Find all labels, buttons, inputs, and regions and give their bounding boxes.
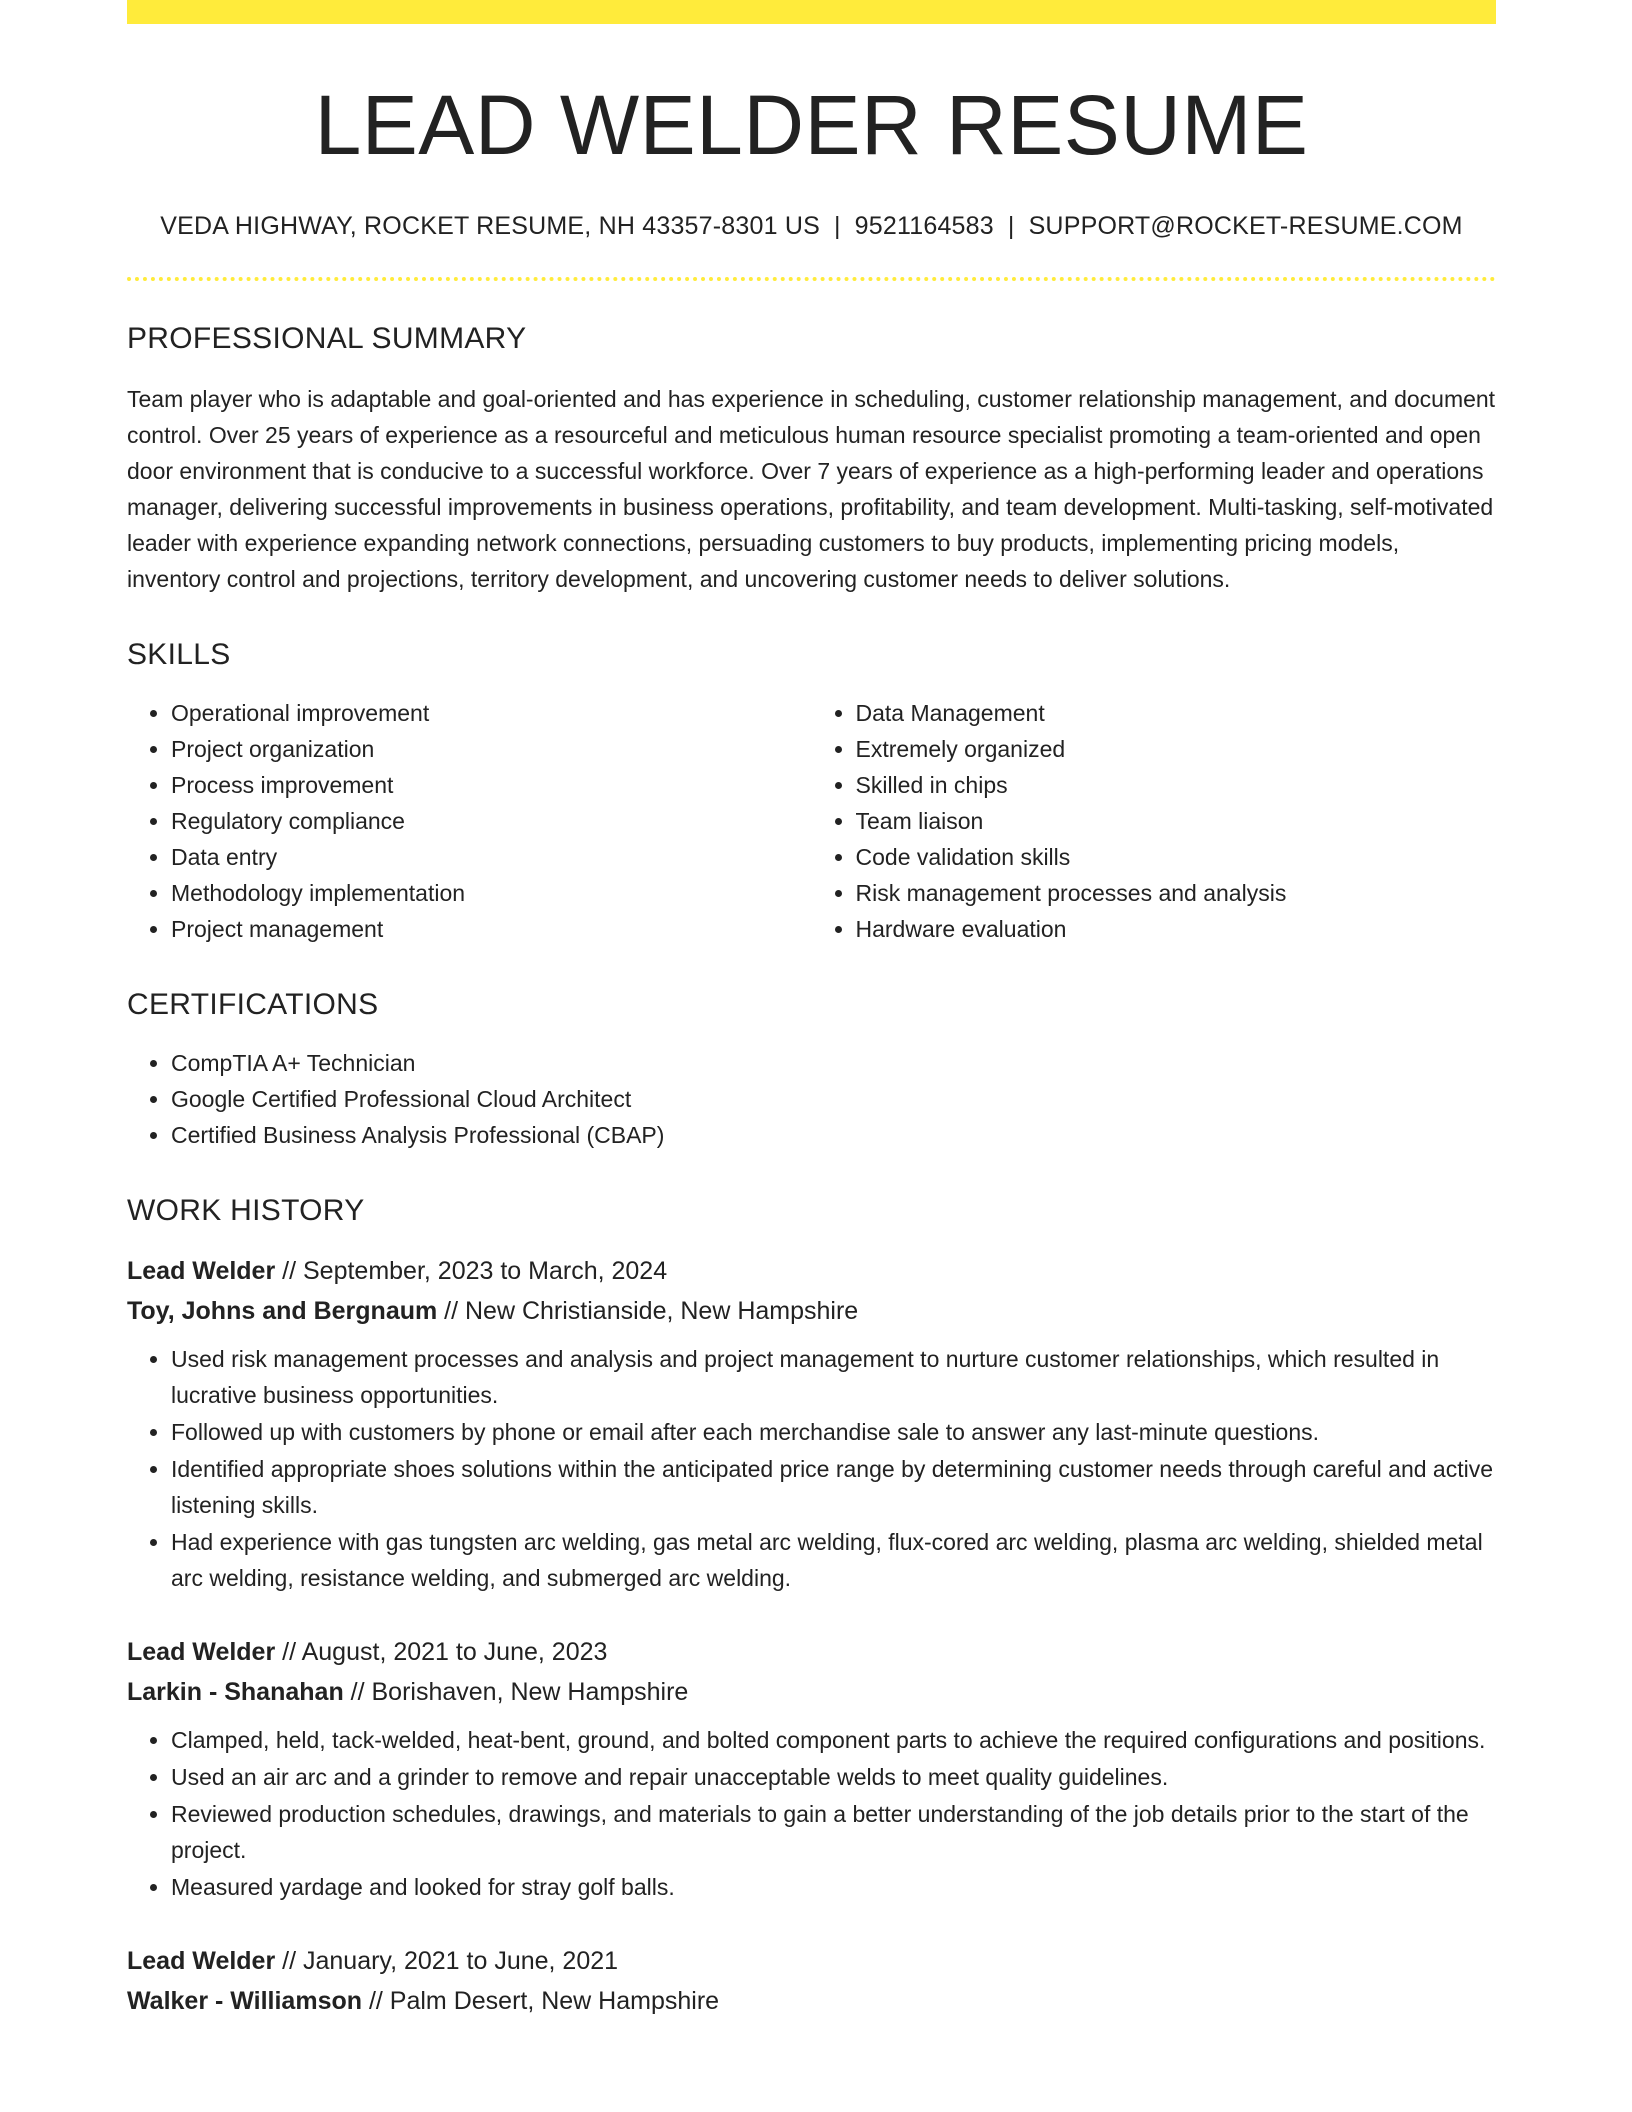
job-role: Lead Welder xyxy=(127,1637,276,1666)
job-entry xyxy=(127,1941,1496,2021)
certifications-heading: CERTIFICATIONS xyxy=(127,987,379,1021)
contact-separator: | xyxy=(1007,212,1015,240)
job-dates: // August, 2021 to June, 2023 xyxy=(275,1637,608,1666)
skill-item: • Hardware evaluation xyxy=(856,911,1497,947)
certification-item: • CompTIA A+ Technician xyxy=(171,1045,1496,1081)
job-bullet: • Had experience with gas tungsten arc welding, gas metal arc welding, flux-cored arc welding, plasma arc welding, shielded metal arc welding, resistance welding, and submerged arc welding. xyxy=(171,1524,1496,1596)
contact-email: SUPPORT@ROCKET-RESUME.COM xyxy=(1028,212,1463,240)
certifications-list xyxy=(127,1045,1496,1153)
job-bullet: • Used risk management processes and analysis and project management to nurture customer relationships, which resulted in lucrative business opportunities. xyxy=(171,1341,1496,1413)
job-bullet: • Used an air arc and a grinder to remove and repair unacceptable welds to meet quality guidelines. xyxy=(171,1759,1496,1795)
job-title-line xyxy=(127,1632,1496,1672)
job-bullet: • Followed up with customers by phone or email after each merchandise sale to answer any last-minute questions. xyxy=(171,1414,1496,1450)
skills-heading: SKILLS xyxy=(127,637,231,671)
resume-title: LEAD WELDER RESUME xyxy=(314,78,1309,172)
skill-item: • Team liaison xyxy=(856,803,1497,839)
job-role: Lead Welder xyxy=(127,1946,276,1975)
resume-page xyxy=(127,0,1496,2021)
skills-list-right xyxy=(812,695,1497,947)
job-dates: // January, 2021 to June, 2021 xyxy=(275,1946,619,1975)
skills-columns xyxy=(127,695,1496,947)
job-bullets xyxy=(127,1722,1496,1905)
skill-item: • Regulatory compliance xyxy=(171,803,812,839)
job-bullet: • Identified appropriate shoes solutions within the anticipated price range by determining customer needs through careful and active listening skills. xyxy=(171,1451,1496,1523)
job-role: Lead Welder xyxy=(127,1256,276,1285)
job-title-line xyxy=(127,1941,1496,1981)
contact-line xyxy=(127,213,1496,241)
job-entry xyxy=(127,1632,1496,1905)
job-company: Larkin - Shanahan xyxy=(127,1677,344,1706)
skills-list-left xyxy=(127,695,812,947)
contact-phone: 9521164583 xyxy=(854,212,994,240)
job-dates: // September, 2023 to March, 2024 xyxy=(275,1256,668,1285)
job-title-line xyxy=(127,1251,1496,1291)
job-location: // Palm Desert, New Hampshire xyxy=(362,1986,720,2015)
work-history-heading: WORK HISTORY xyxy=(127,1193,365,1227)
skill-item: • Extremely organized xyxy=(856,731,1497,767)
job-company: Walker - Williamson xyxy=(127,1986,363,2015)
skill-item: • Skilled in chips xyxy=(856,767,1497,803)
job-company: Toy, Johns and Bergnaum xyxy=(127,1296,438,1325)
skill-item: • Operational improvement xyxy=(171,695,812,731)
skill-item: • Code validation skills xyxy=(856,839,1497,875)
job-company-line xyxy=(127,1291,1496,1331)
job-location: // New Christianside, New Hampshire xyxy=(437,1296,859,1325)
job-company-line xyxy=(127,1981,1496,2021)
certification-item: • Google Certified Professional Cloud Architect xyxy=(171,1081,1496,1117)
skill-item: • Process improvement xyxy=(171,767,812,803)
skill-item: • Data Management xyxy=(856,695,1497,731)
summary-heading: PROFESSIONAL SUMMARY xyxy=(127,321,527,355)
contact-address: VEDA HIGHWAY, ROCKET RESUME, NH 43357-8301 US xyxy=(160,212,820,240)
skill-item: • Project organization xyxy=(171,731,812,767)
contact-separator: | xyxy=(833,212,841,240)
certification-item: • Certified Business Analysis Professional (CBAP) xyxy=(171,1117,1496,1153)
dotted-divider xyxy=(127,277,1496,281)
skill-item: • Data entry xyxy=(171,839,812,875)
skill-item: • Methodology implementation xyxy=(171,875,812,911)
job-company-line xyxy=(127,1672,1496,1712)
accent-top-bar xyxy=(127,0,1496,24)
job-location: // Borishaven, New Hampshire xyxy=(343,1677,689,1706)
job-bullet: • Measured yardage and looked for stray golf balls. xyxy=(171,1869,1496,1905)
skill-item: • Project management xyxy=(171,911,812,947)
skill-item: • Risk management processes and analysis xyxy=(856,875,1497,911)
job-bullet: • Reviewed production schedules, drawings, and materials to gain a better understanding of the job details prior to the start of the project. xyxy=(171,1796,1496,1868)
summary-text: Team player who is adaptable and goal-oriented and has experience in scheduling, customer relationship management, and document control. Over 25 years of experience as a resourceful and meticulous human resource specialist promoting a team-oriented and open door environment that is conducive to a successful workforce. Over 7 years of experience as a high-performing leader and operations manager, delivering successful improvements in business operations, profitability, and team development. Multi-tasking, self-motivated leader with experience expanding network connections, persuading customers to buy products, implementing pricing models, inventory control and projections, territory development, and uncovering customer needs to deliver solutions. xyxy=(127,385,1496,592)
job-entry xyxy=(127,1251,1496,1596)
job-bullet: • Clamped, held, tack-welded, heat-bent, ground, and bolted component parts to achieve the required configurations and positions. xyxy=(171,1722,1496,1758)
job-bullets xyxy=(127,1341,1496,1596)
